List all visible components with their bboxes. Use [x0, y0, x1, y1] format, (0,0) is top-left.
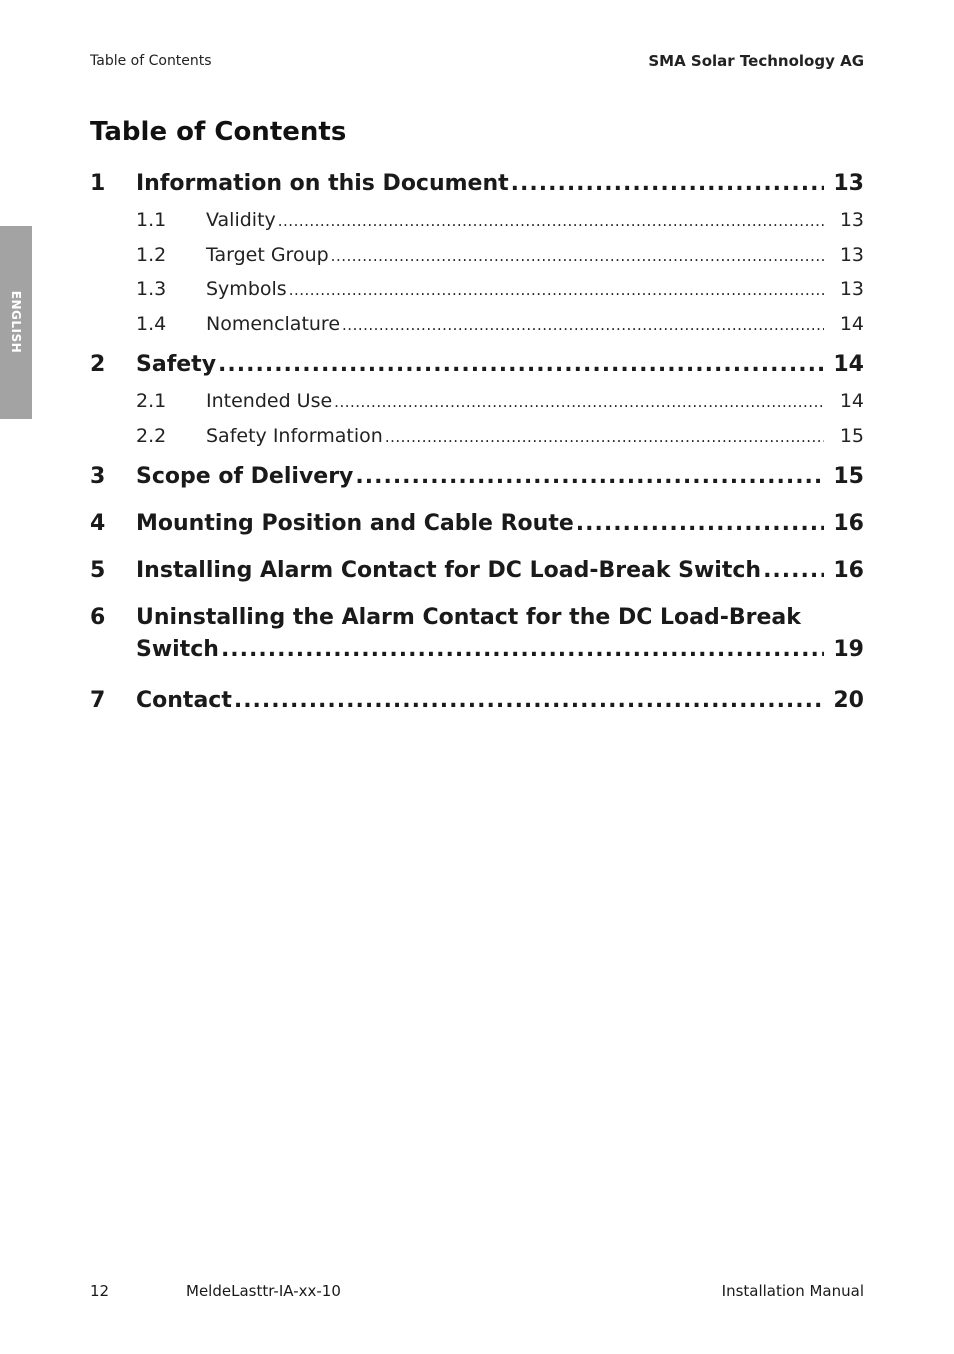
toc-entry-title-line2: Switch — [136, 636, 219, 662]
dot-leader — [763, 551, 824, 591]
toc-entry-title: Safety Information — [206, 424, 383, 447]
toc-entry-page: 13 — [839, 278, 864, 301]
dot-leader — [342, 308, 824, 342]
table-of-contents — [90, 164, 864, 728]
dot-leader — [331, 239, 824, 273]
toc-entry-page: 16 — [833, 510, 864, 536]
dot-leader — [289, 273, 824, 307]
toc-entry-1-4[interactable] — [90, 307, 864, 345]
toc-entry-number: 1.2 — [136, 243, 167, 266]
toc-entry-1[interactable] — [90, 164, 864, 203]
toc-entry-title-line1: Uninstalling the Alarm Contact for the DC Load-Break — [136, 604, 801, 630]
toc-entry-6[interactable] — [90, 598, 864, 681]
toc-entry-number: 3 — [90, 463, 106, 489]
toc-entry-page: 14 — [839, 313, 864, 336]
toc-entry-1-3[interactable] — [90, 272, 864, 307]
toc-entry-number: 2 — [90, 352, 106, 378]
language-tab — [0, 226, 32, 419]
toc-entry-number: 4 — [90, 510, 106, 536]
language-tab-label: ENGLISH — [9, 290, 23, 354]
toc-entry-1-1[interactable] — [90, 203, 864, 238]
toc-entry-2-2[interactable] — [90, 419, 864, 457]
toc-entry-page: 14 — [833, 352, 864, 378]
dot-leader — [221, 634, 824, 666]
toc-entry-3[interactable] — [90, 457, 864, 504]
toc-entry-number: 1.4 — [136, 313, 167, 336]
toc-entry-page: 20 — [833, 687, 864, 713]
toc-entry-title: Nomenclature — [206, 313, 341, 336]
footer-page-number: 12 — [90, 1282, 110, 1300]
toc-entry-page: 13 — [839, 209, 864, 231]
dot-leader — [385, 420, 824, 454]
page-title: Table of Contents — [90, 117, 347, 147]
toc-entry-2-1[interactable] — [90, 384, 864, 419]
toc-entry-title: Contact — [136, 687, 232, 713]
toc-entry-number: 7 — [90, 687, 106, 713]
toc-entry-title: Scope of Delivery — [136, 463, 354, 489]
toc-entry-page: 13 — [833, 171, 864, 196]
toc-entry-title: Mounting Position and Cable Route — [136, 510, 574, 536]
toc-entry-title: Target Group — [206, 243, 329, 266]
toc-entry-page: 19 — [833, 636, 864, 662]
toc-entry-number: 1.1 — [136, 209, 167, 231]
toc-entry-page: 15 — [833, 463, 864, 489]
running-header-section: Table of Contents — [90, 53, 212, 69]
dot-leader — [218, 345, 824, 385]
footer-document-type: Installation Manual — [721, 1282, 864, 1300]
toc-entry-page: 14 — [839, 390, 864, 413]
toc-entry-title: Information on this Document — [136, 171, 509, 196]
toc-entry-7[interactable] — [90, 681, 864, 728]
toc-entry-number: 2.2 — [136, 424, 167, 447]
dot-leader — [576, 504, 824, 544]
toc-entry-page: 15 — [839, 424, 864, 447]
dot-leader — [511, 164, 824, 204]
toc-entry-number: 2.1 — [136, 390, 167, 413]
dot-leader — [355, 457, 824, 497]
toc-entry-2[interactable] — [90, 345, 864, 384]
toc-entry-1-2[interactable] — [90, 238, 864, 273]
toc-entry-number: 1 — [90, 171, 106, 196]
dot-leader — [234, 681, 824, 721]
toc-entry-title: Intended Use — [206, 390, 333, 413]
toc-entry-number: 6 — [90, 604, 106, 630]
toc-entry-title: Symbols — [206, 278, 287, 301]
toc-entry-4[interactable] — [90, 504, 864, 551]
toc-entry-page: 13 — [839, 243, 864, 266]
footer-document-code: MeldeLasttr-IA-xx-10 — [186, 1282, 341, 1300]
dot-leader — [334, 385, 824, 419]
dot-leader — [278, 204, 824, 238]
toc-entry-title: Safety — [136, 352, 217, 378]
toc-entry-title: Validity — [206, 209, 276, 231]
toc-entry-5[interactable] — [90, 551, 864, 598]
running-header-company: SMA Solar Technology AG — [648, 52, 864, 70]
toc-entry-page: 16 — [833, 557, 864, 583]
toc-entry-number: 1.3 — [136, 278, 167, 301]
toc-entry-title: Installing Alarm Contact for DC Load-Break Switch — [136, 557, 762, 583]
toc-entry-number: 5 — [90, 557, 106, 583]
